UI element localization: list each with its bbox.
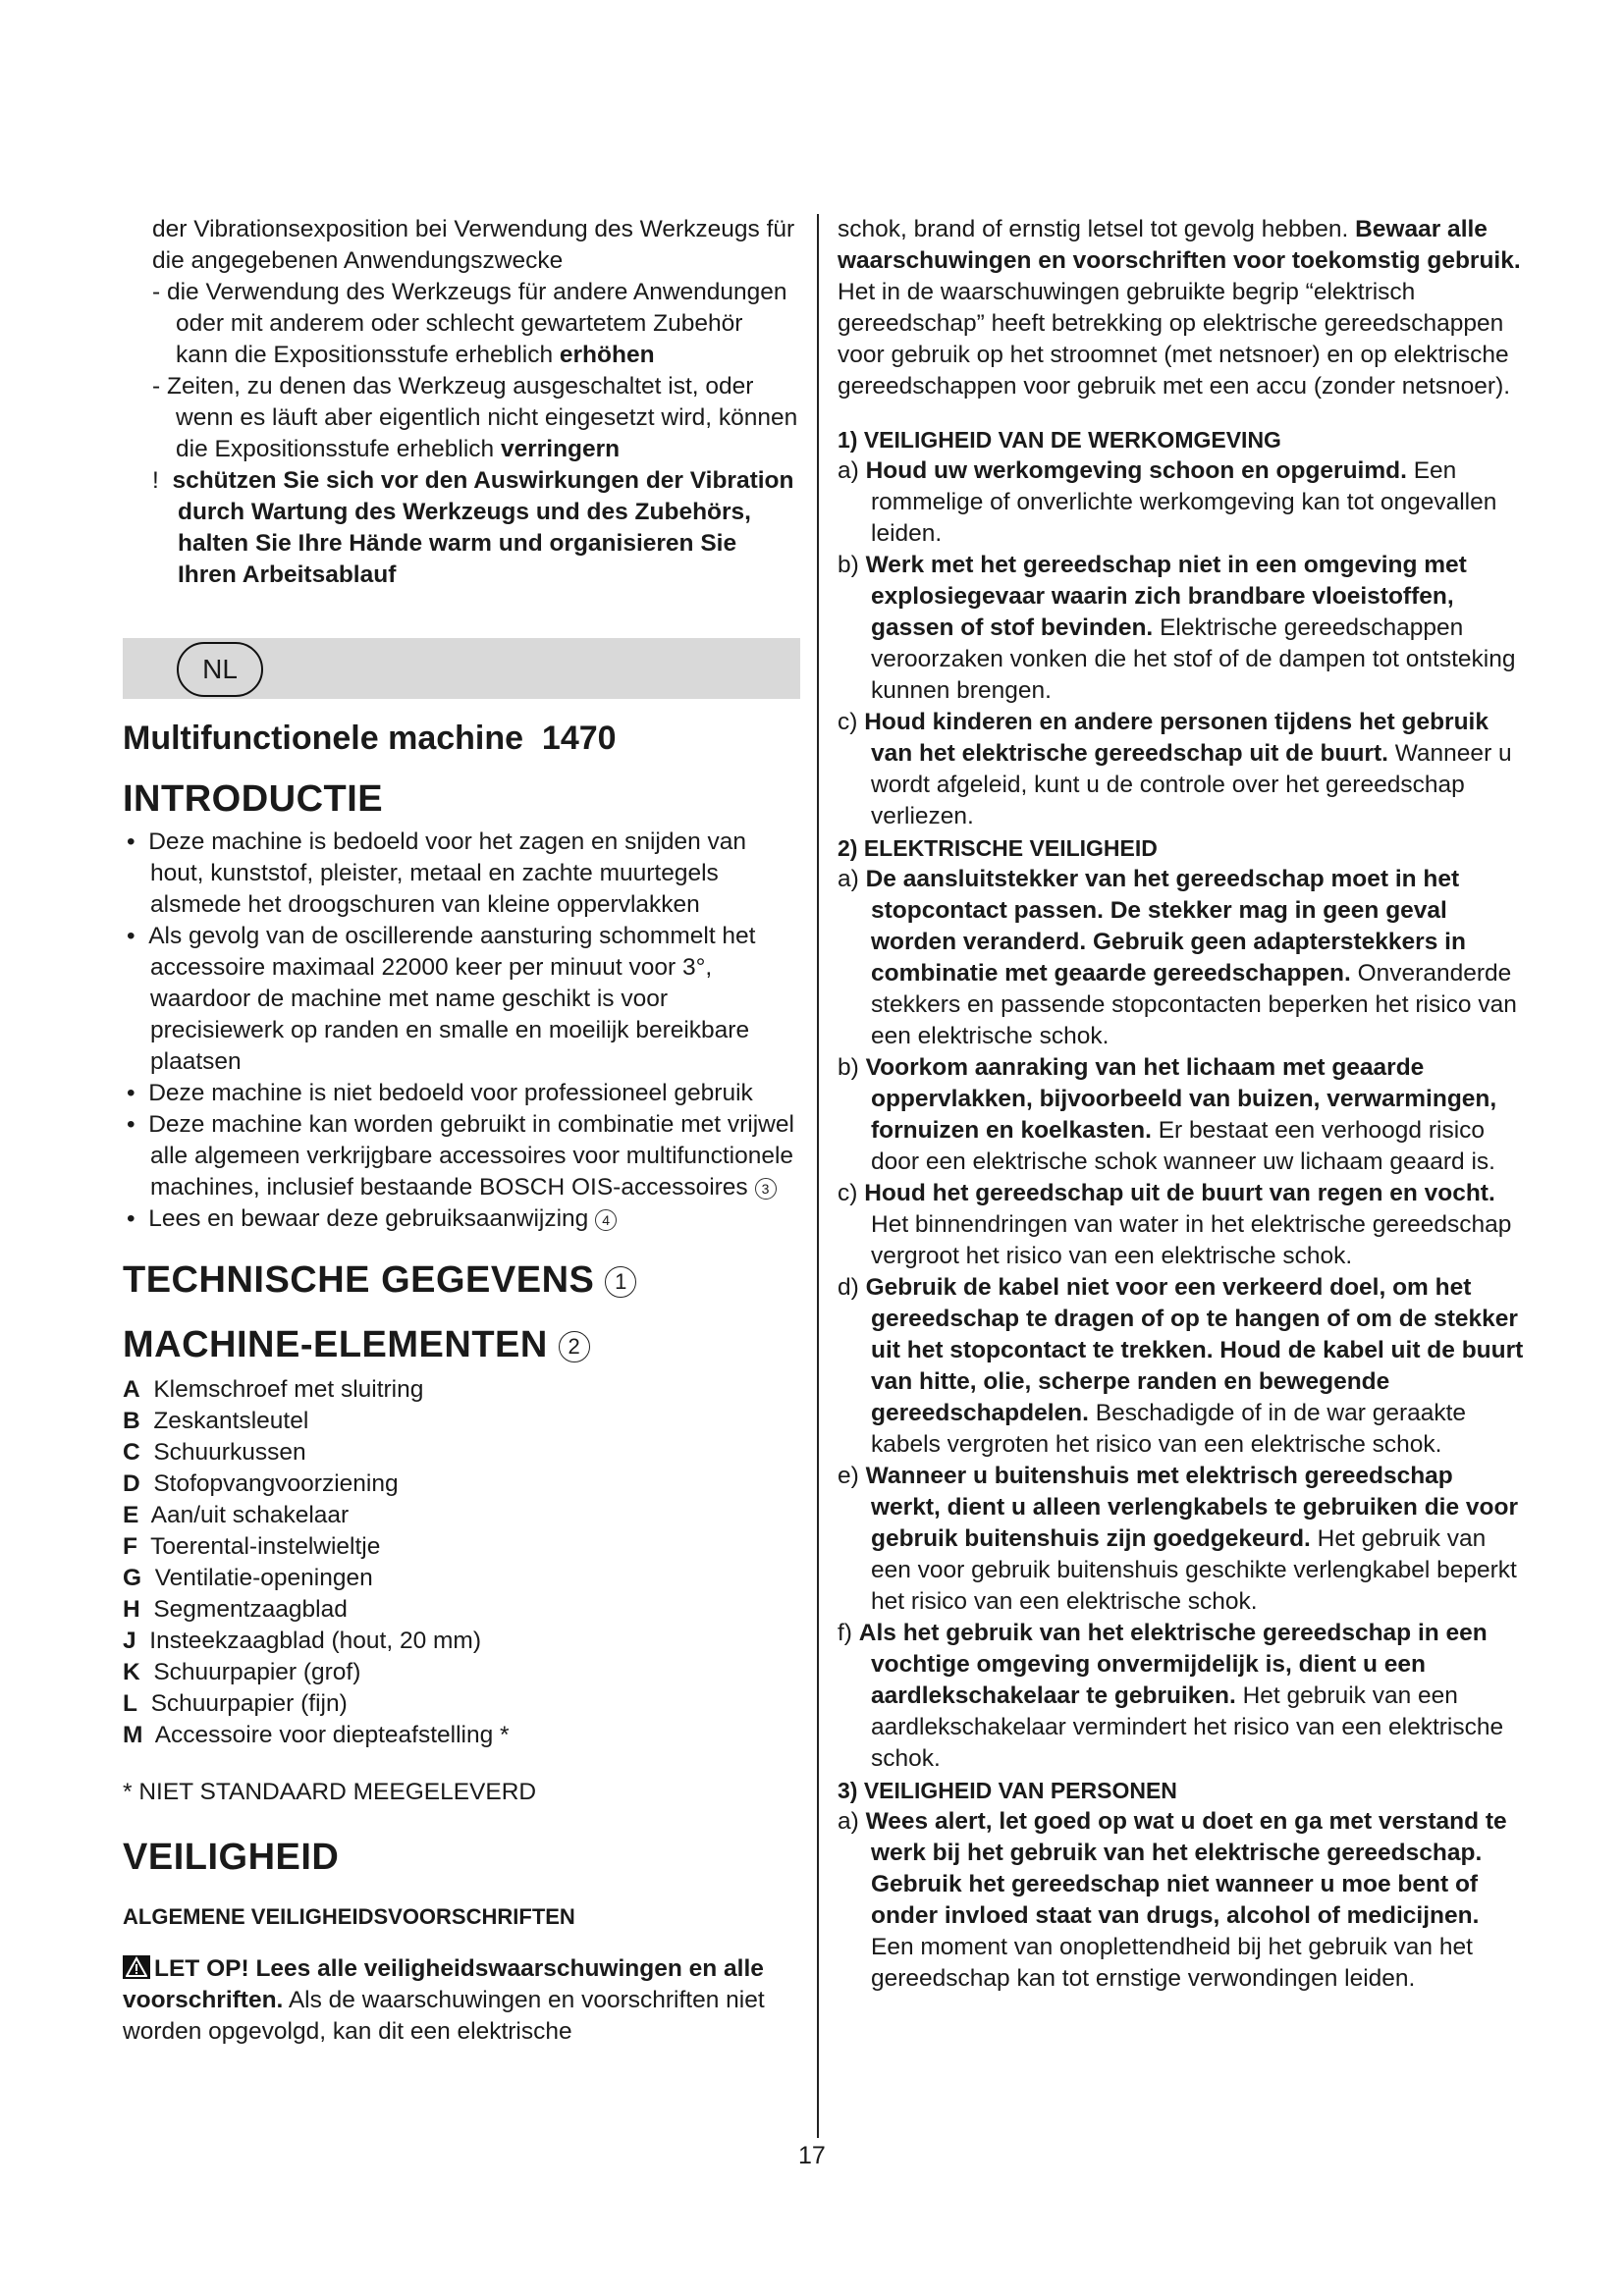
- list-item: e) Wanneer u buitenshuis met elektrisch gereedschap werkt, dient u alleen verlengkabels te gebruiken die voor gebruik buitenshuis zijn goedgekeurd. Het gebruik van een voor gebruik buitenshuis geschikte verlengkabel beperkt het risico van een elektrische schok.: [838, 1463, 1518, 1615]
- list-item: • Deze machine kan worden gebruikt in combinatie met vrijwel alle algemeen verkrijgbare accessoires voor multifunctionele machines, inclusief bestaande BOSCH OIS-accessoires 3: [127, 1111, 794, 1201]
- section-1-heading: 1) VEILIGHEID VAN DE WERKOMGEVING: [838, 427, 1281, 453]
- language-bar: [123, 638, 800, 699]
- list-item: E Aan/uit schakelaar: [123, 1502, 350, 1528]
- list-item: D Stofopvangvoorziening: [123, 1470, 399, 1497]
- left-column: [123, 214, 800, 2048]
- dash-item-1: - die Verwendung des Werkzeugs für andere Anwendungen oder mit anderem oder schlecht gewartetem Zubehör kann die Expositionsstufe erheblich erhöhen: [152, 279, 787, 368]
- product-title: Multifunctionele machine 1470: [123, 720, 617, 757]
- list-item: c) Houd het gereedschap uit de buurt van regen en vocht. Het binnendringen van water in het elektrische gereedschap vergroot het risico van een elektrische schok.: [838, 1180, 1512, 1269]
- figure-ref-1: 1: [605, 1266, 636, 1298]
- list-item: b) Werk met het gereedschap niet in een omgeving met explosiegevaar waarin zich brandbare vloeistoffen, gassen of stof bevinden. Elektrische gereedschappen veroorzaken vonken die het stof of de dampen tot ontsteking kunnen brengen.: [838, 552, 1516, 704]
- column-divider: [817, 214, 819, 2138]
- continued-paragraph: schok, brand of ernstig letsel tot gevolg hebben. Bewaar alle waarschuwingen en voorschriften voor toekomstig gebruik. Het in de waarschuwingen gebruikte begrip “elektrisch gereedschap” heeft betrekking op elektrische gereedschappen voor gebruik op het stroomnet (met netsnoer) en op elektrische gereedschappen voor gebruik met een accu (zonder netsnoer).: [838, 216, 1521, 400]
- footnote: * NIET STANDAARD MEEGELEVERD: [123, 1779, 537, 1805]
- list-item: F Toerental-instelwieltje: [123, 1533, 381, 1560]
- dash-item-2: - Zeiten, zu denen das Werkzeug ausgeschaltet ist, oder wenn es läuft aber eigentlich nicht eingesetzt wird, können die Expositionsstufe erheblich verringern: [152, 373, 798, 462]
- list-item: c) Houd kinderen en andere personen tijdens het gebruik van het elektrische gereedschap uit de buurt. Wanneer u wordt afgeleid, kunt u de controle over het gereedschap verliezen.: [838, 709, 1512, 829]
- section-3-heading: 3) VEILIGHEID VAN PERSONEN: [838, 1778, 1177, 1803]
- list-item: • Deze machine is bedoeld voor het zagen en snijden van hout, kunststof, pleister, metaal en zachte muurtegels alsmede het droogschuren van kleine oppervlakken: [127, 828, 747, 918]
- heading-algemene-veiligheidsvoorschriften: ALGEMENE VEILIGHEIDSVOORSCHRIFTEN: [123, 1904, 575, 1929]
- list-item: • Deze machine is niet bedoeld voor professioneel gebruik: [127, 1080, 753, 1106]
- section-2-heading: 2) ELEKTRISCHE VEILIGHEID: [838, 835, 1158, 861]
- figure-ref-4: 4: [595, 1209, 617, 1231]
- list-item: a) Wees alert, let goed op wat u doet en ga met verstand te werk bij het gebruik van het elektrische gereedschap. Gebruik het gereedschap niet wanneer u moe bent of onder invloed staat van drugs, alcohol of medicijnen. Een moment van onoplettendheid bij het gebruik van het gereedschap kan tot ernstige verwondingen leiden.: [838, 1808, 1507, 1992]
- general-warning: LET OP! Lees alle veiligheidswaarschuwingen en alle voorschriften. Als de waarschuwingen en voorschriften niet worden opgevolgd, kan dit een elektrische: [123, 1955, 765, 2045]
- list-item: G Ventilatie-openingen: [123, 1565, 373, 1591]
- list-item: • Als gevolg van de oscillerende aansturing schommelt het accessoire maximaal 22000 keer per minuut voor 3°, waardoor de machine met name geschikt is voor precisiewerk op randen en smalle en moeilijk bereikbare plaatsen: [127, 923, 756, 1075]
- figure-ref-3: 3: [755, 1178, 777, 1200]
- list-item: B Zeskantsleutel: [123, 1408, 309, 1434]
- warning-icon: [123, 1955, 150, 1979]
- list-item: a) De aansluitstekker van het gereedschap moet in het stopcontact passen. De stekker mag in geen geval worden veranderd. Gebruik geen adapterstekkers in combinatie met geaarde gereedschappen. Onveranderde stekkers en passende stopcontacten beperken het risico van een elektrische schok.: [838, 866, 1517, 1049]
- heading-veiligheid: VEILIGHEID: [123, 1837, 340, 1878]
- list-item: L Schuurpapier (fijn): [123, 1690, 348, 1717]
- list-item: H Segmentzaagblad: [123, 1596, 348, 1623]
- intro-bullets: [123, 827, 800, 1235]
- list-item: A Klemschroef met sluitring: [123, 1376, 424, 1403]
- list-item: M Accessoire voor diepteafstelling *: [123, 1722, 510, 1748]
- page-number: 17: [798, 2142, 826, 2169]
- list-item: b) Voorkom aanraking van het lichaam met geaarde oppervlakken, bijvoorbeeld van buizen, verwarmingen, fornuizen en koelkasten. Er bestaat een verhoogd risico door een elektrische schok wanneer uw lichaam geaard is.: [838, 1054, 1497, 1175]
- elements-list: [123, 1374, 800, 1751]
- list-item: d) Gebruik de kabel niet voor een verkeerd doel, om het gereedschap te dragen of op te hangen of om de stekker uit het stopcontact te trekken. Houd de kabel uit de buurt van hitte, olie, scherpe randen en bewegende gereedschapdelen. Beschadigde of in de war geraakte kabels vergroten het risico van een elektrische schok.: [838, 1274, 1524, 1458]
- figure-ref-2: 2: [559, 1331, 590, 1362]
- list-item: • Lees en bewaar deze gebruiksaanwijzing 4: [123, 1203, 800, 1235]
- heading-technische-gegevens: TECHNISCHE GEGEVENS 1: [123, 1256, 800, 1304]
- list-item: J Insteekzaagblad (hout, 20 mm): [123, 1628, 482, 1654]
- list-item: f) Als het gebruik van het elektrische gereedschap in een vochtige omgeving onvermijdelijk is, dient u een aardlekschakelaar te gebruiken. Het gebruik van een aardlekschakelaar vermindert het risico van een elektrische schok.: [838, 1620, 1504, 1772]
- intro-paragraph: der Vibrationsexposition bei Verwendung des Werkzeugs für die angegebenen Anwendungszwecke: [152, 216, 795, 274]
- vibration-warning: ! schützen Sie sich vor den Auswirkungen der Vibration durch Wartung des Werkzeugs und des Zubehörs, halten Sie Ihre Hände warm und organisieren Sie Ihren Arbeitsablauf: [152, 467, 794, 588]
- list-item: a) Houd uw werkomgeving schoon en opgeruimd. Een rommelige of onverlichte werkomgeving kan tot ongevallen leiden.: [838, 457, 1497, 547]
- language-badge: NL: [177, 642, 263, 697]
- right-column: [838, 214, 1527, 1995]
- list-item: C Schuurkussen: [123, 1439, 306, 1466]
- heading-machine-elementen: MACHINE-ELEMENTEN 2: [123, 1321, 800, 1368]
- list-item: K Schuurpapier (grof): [123, 1659, 361, 1685]
- heading-introductie: INTRODUCTIE: [123, 778, 384, 820]
